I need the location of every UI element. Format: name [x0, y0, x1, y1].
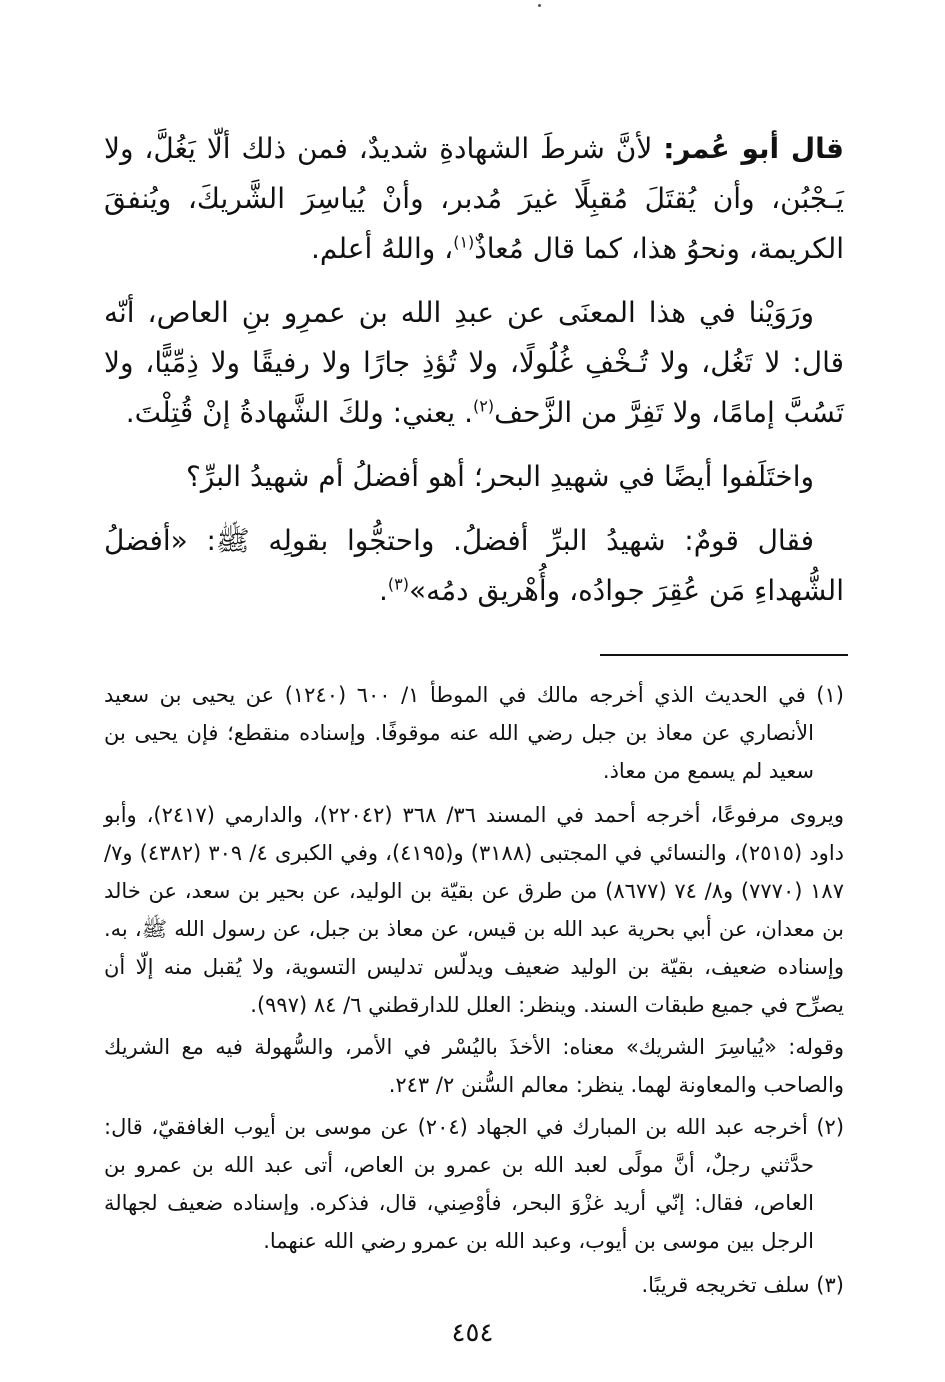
footnote-1-para-3: وقوله: «يُياسِرَ الشريك» معناه: الأخذَ باليُسْر في الأمر، والسُّهولة فيه مع الشريك والصاحب والمعاونة لهما. ينظر: معالم السُّنن ٢/ ٢٤٣.	[104, 1035, 844, 1097]
main-text	[104, 124, 844, 630]
footnotes	[104, 676, 844, 1310]
page-number: ٤٥٤	[451, 1318, 494, 1348]
footnote-1: (١) في الحديث الذي أخرجه مالك في الموطأ ١/ ٦٠٠ (١٢٤٠) عن يحيى بن سعيد الأنصاري عن معاذ بن جبل رضي الله عنه موقوفًا. وإسناده منقطع؛ فإن يحيى بن سعيد لم يسمع من معاذ.	[104, 683, 844, 783]
paragraph-1-text: لأنَّ شرطَ الشهادةِ شديدٌ، فمن ذلك ألّا يَغُلَّ، ولا يَـجْبُن، وأن يُقتَلَ مُقبِلًا غيرَ مُدبر، وأنْ يُياسِرَ الشَّريكَ، ويُنفقَ الكريمة، ونحوُ هذا، كما قال مُعاذٌ	[104, 132, 844, 265]
scan-dot	[538, 4, 541, 7]
paragraph-4-tail: .	[379, 574, 388, 607]
paragraph-3	[104, 452, 844, 502]
paragraph-3-text: واختَلَفوا أيضًا في شهيدِ البحر؛ أهو أفضلُ أم شهيدُ البرِّ؟	[185, 460, 814, 493]
paragraph-1	[104, 124, 844, 274]
footnote-divider	[600, 654, 848, 656]
footnote-3: (٣) سلف تخريجه قريبًا.	[641, 1273, 844, 1297]
footnote-ref-2: (٢)	[473, 396, 495, 416]
paragraph-1-tail: ، واللهُ أعلم.	[310, 232, 454, 265]
paragraph-2	[104, 288, 844, 438]
paragraph-2-text: ورَوَيْنا في هذا المعنَى عن عبدِ الله بن عمرِو بنِ العاص، أنّه قال: لا تَغُل، ولا تُـخْفِ غُلُولًا، ولا تُؤذِ جارًا ولا رفيقًا ولا ذِمِّيًّا، ولا تَسُبَّ إمامًا، ولا تَفِرَّ من الزَّحف	[104, 296, 844, 429]
paragraph-2-tail: . يعني: ولكَ الشَّهادةُ إنْ قُتِلْتَ.	[125, 396, 473, 429]
footnote-ref-3: (٣)	[387, 574, 410, 594]
footnote-2: (٢) أخرجه عبد الله بن المبارك في الجهاد (٢٠٤) عن موسى بن أيوب الغافقيّ، قال: حدَّثني رجلٌ، أنَّ مولًى لعبد الله بن عمرو بن العاص، أتى عبد الله بن عمرو بن العاص، فقال: إنّي أريد غزْوَ البحر، فأوْصِني، قال، فذكره. وإسناده ضعيف لجهالة الرجل بين موسى بن أيوب، وعبد الله بن عمرو رضي الله عنهما.	[104, 1115, 845, 1253]
footnote-1-para-2: ويروى مرفوعًا، أخرجه أحمد في المسند ٣٦/ ٣٦٨ (٢٢٠٤٢)، والدارمي (٢٤١٧)، وأبو داود (٢٥١٥)، والنسائي في المجتبى (٣١٨٨) و(٤١٩٥)، وفي الكبرى ٤/ ٣٠٩ (٤٣٨٢) و٧/ ١٨٧ (٧٧٧٠) و٨/ ٧٤ (٨٦٧٧) من طرق عن بقيّة بن الوليد، عن بحير بن سعد، عن خالد بن معدان، عن أبي بحرية عبد الله بن قيس، عن معاذ بن جبل، عن رسول الله ﷺ، به. وإسناده ضعيف، بقيّة بن الوليد ضعيف ويدلّس تدليس التسوية، ولا يُقبل منه إلّا أن يصرِّح في جميع طبقات السند. وينظر: العلل للدارقطني ٦/ ٨٤ (٩٩٧).	[104, 803, 845, 1017]
paragraph-4-text: فقال قومٌ: شهيدُ البرِّ أفضلُ. واحتجُّوا بقولِه ﷺ: «أفضلُ الشُّهداءِ مَن عُقِرَ جوادُه، وأُهْريق دمُه»	[104, 524, 844, 607]
speaker-label: قال أبو عُمر:	[663, 132, 845, 165]
paragraph-4	[104, 516, 844, 616]
footnote-ref-1: (١)	[453, 232, 475, 252]
